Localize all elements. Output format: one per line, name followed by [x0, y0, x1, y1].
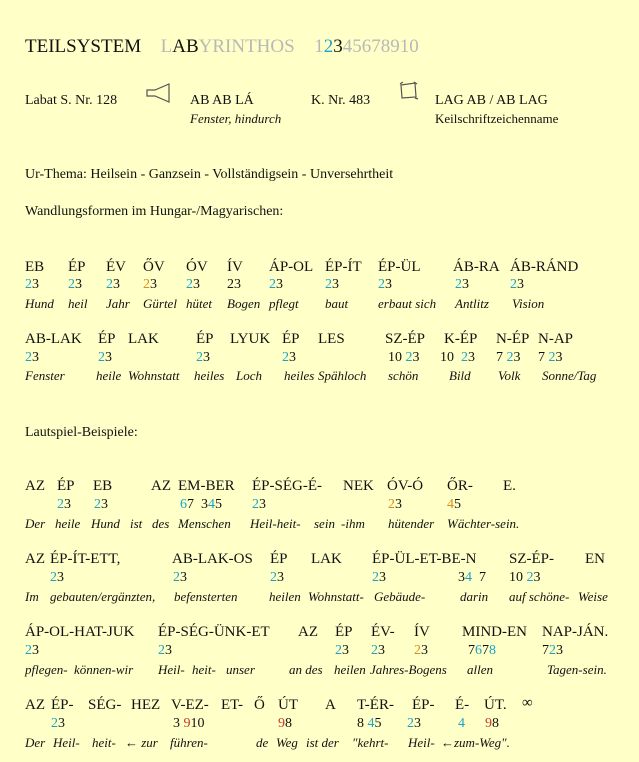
meaning: Vision	[512, 296, 545, 311]
word: NEK	[343, 478, 374, 494]
meaning: erbaut sich	[378, 296, 437, 311]
word: LAK	[128, 331, 159, 347]
word: SZ-ÉP	[385, 331, 426, 347]
word: V-EZ-	[171, 697, 209, 713]
meaning: Wächter-sein.	[447, 516, 520, 531]
meaning: Sonne/Tag	[542, 368, 597, 383]
word: ET-	[221, 697, 243, 713]
word: ÉP-ÜL-ET-BE-N	[372, 551, 477, 567]
word: SÉG-	[88, 697, 122, 713]
word: AZ	[25, 551, 45, 567]
meaning: hütender	[388, 516, 435, 531]
meaning: Der	[25, 516, 46, 531]
word: ÉP	[270, 551, 288, 567]
ur-theme: Ur-Thema: Heilsein - Ganzsein - Vollständigsein - Unversehrtheit	[25, 167, 394, 182]
word: LYUK	[230, 331, 271, 347]
word: EB	[25, 259, 45, 275]
word: E.	[503, 478, 516, 494]
meaning: unser	[226, 662, 255, 677]
meaning: Fenster	[25, 368, 65, 383]
word: ÚT	[278, 697, 298, 713]
meaning: heiles	[194, 368, 225, 383]
word: ÉP	[98, 331, 116, 347]
meaning: Hund	[25, 296, 54, 311]
word: ÉV-	[371, 624, 395, 640]
word: ÉP-SÉG-ÜNK-ET	[158, 624, 270, 640]
word: ÉP-	[51, 697, 74, 713]
word: ÉP-ÍT-ETT,	[50, 551, 121, 567]
meaning: Heil-	[53, 735, 80, 750]
meaning: Antlitz	[455, 296, 489, 311]
word: ÉP	[335, 624, 353, 640]
meaning: Der	[25, 735, 46, 750]
word: EB	[93, 478, 113, 494]
sign-meaning: Fenster, hindurch	[190, 111, 282, 126]
word: ÉP	[196, 331, 214, 347]
lautspiel-heading: Lautspiel-Beispiele:	[25, 425, 138, 440]
word: ÓV-Ó	[387, 478, 424, 494]
meaning: Heil-	[158, 662, 185, 677]
word: ÍV	[227, 259, 243, 275]
word: ÉP-	[412, 697, 435, 713]
word: ÉP-SÉG-É-	[252, 478, 322, 494]
meaning: befensterten	[174, 589, 238, 604]
word: ÉV	[106, 259, 126, 275]
meaning: Wohnstatt	[128, 368, 180, 383]
word: ŐV	[143, 259, 165, 275]
meaning: hütet	[186, 296, 212, 311]
meaning: Gebäude-	[374, 589, 426, 604]
word: É-	[455, 697, 470, 713]
meaning: Loch	[236, 368, 262, 383]
word: ÁB-RÁND	[510, 259, 579, 275]
word: AZ	[298, 624, 318, 640]
sign-name: LAG AB / AB LAG	[435, 93, 548, 108]
meaning: Weg	[276, 735, 298, 750]
meaning: de	[256, 735, 269, 750]
meaning: Heil-heit-	[250, 516, 301, 531]
meaning: ←zum-Weg".	[441, 735, 510, 750]
word: ÚT.	[484, 697, 507, 713]
meaning: Bogen	[227, 296, 261, 311]
page-title	[25, 36, 419, 58]
meaning: Im	[25, 589, 39, 604]
title-rest: YRINTHOS	[198, 36, 295, 57]
meaning: führen-	[170, 735, 208, 750]
title-nrest: 45678910	[342, 36, 419, 57]
meaning: -ihm	[341, 516, 365, 531]
meaning: heilen	[269, 589, 301, 604]
word: EN	[585, 551, 605, 567]
meaning: heile	[96, 368, 122, 383]
word: K-ÉP	[444, 331, 478, 347]
title-ab: AB	[172, 36, 199, 57]
meaning: pflegen-	[25, 662, 68, 677]
word: ÁP-OL	[269, 259, 314, 275]
word: A	[325, 697, 336, 713]
meaning: Hund	[91, 516, 120, 531]
meaning: allen	[467, 662, 493, 677]
title-l: L	[160, 36, 173, 57]
meaning: heilen	[334, 662, 366, 677]
word: ÉP	[282, 331, 300, 347]
meaning: baut	[325, 296, 349, 311]
word: ÉP-ÜL	[378, 259, 421, 275]
sign-transliteration: AB AB LÁ	[190, 93, 254, 108]
meaning: ist	[130, 516, 143, 531]
meaning: heile	[55, 516, 81, 531]
meaning: sein	[314, 516, 335, 531]
meaning: des	[152, 516, 170, 531]
meaning: pflegt	[269, 296, 299, 311]
meaning: heit-	[192, 662, 216, 677]
word: ÉP	[68, 259, 86, 275]
meaning: Weise	[578, 589, 608, 604]
infinity-symbol: ∞	[522, 695, 533, 711]
word: N-ÉP	[496, 331, 530, 347]
meaning: Menschen	[178, 516, 231, 531]
word: Ő	[254, 697, 265, 713]
word: ÁB-RA	[453, 259, 500, 275]
meaning: heil	[68, 296, 88, 311]
meaning: können-wir	[74, 662, 134, 677]
word: LAK	[311, 551, 342, 567]
meaning: auf schöne-	[509, 589, 570, 604]
title-n2: 2	[323, 36, 334, 57]
word: SZ-ÉP-	[509, 551, 554, 567]
meaning: Wohnstatt-	[308, 589, 364, 604]
word: LES	[318, 331, 345, 347]
word: ÁP-OL-HAT-JUK	[25, 624, 135, 640]
sign-name-label: Keilschriftzeichenname	[435, 111, 559, 126]
meaning: schön	[388, 368, 419, 383]
title-n3: 3	[333, 36, 343, 57]
word: N-AP	[538, 331, 574, 347]
word: AZ	[25, 478, 45, 494]
meaning: Gürtel	[143, 296, 177, 311]
meaning: darin	[460, 589, 489, 604]
meaning: Jahres-Bogens	[370, 662, 447, 677]
title-prefix: TEILSYSTEM	[25, 36, 142, 57]
meaning: Heil-	[408, 735, 435, 750]
meaning: heiles	[284, 368, 315, 383]
word: ÉP-ÍT	[325, 259, 362, 275]
wandlung-heading: Wandlungsformen im Hungar-/Magyarischen:	[25, 204, 284, 219]
labat-number: Labat S. Nr. 128	[25, 93, 118, 108]
word: T-ÉR-	[357, 697, 394, 713]
word: EM-BER	[178, 478, 235, 494]
meaning: gebauten/ergänzten,	[50, 589, 156, 604]
meaning: Bild	[449, 368, 471, 383]
meaning: Volk	[498, 368, 521, 383]
box-sign-icon	[398, 80, 420, 102]
meaning: Jahr	[106, 296, 130, 311]
meaning: ist der	[306, 735, 339, 750]
k-number: K. Nr. 483	[311, 93, 371, 108]
meaning: an des	[289, 662, 323, 677]
word: AZ	[151, 478, 171, 494]
word: ŐR-	[447, 478, 473, 494]
word: AB-LAK	[25, 331, 82, 347]
word: HEZ	[131, 697, 161, 713]
word: ÍV	[414, 624, 430, 640]
meaning: heit-	[92, 735, 116, 750]
word: ÉP	[57, 478, 75, 494]
meaning: "kehrt-	[352, 735, 389, 750]
word: NAP-JÁN.	[542, 624, 609, 640]
word: MIND-EN	[462, 624, 527, 640]
meaning: Tagen-sein.	[547, 662, 607, 677]
word: AB-LAK-OS	[172, 551, 253, 567]
wedge-sign-icon	[145, 82, 171, 104]
word: AZ	[25, 697, 45, 713]
title-n1: 1	[314, 36, 324, 57]
meaning: ← zur	[125, 735, 158, 750]
word: ÓV	[186, 259, 208, 275]
meaning: Spähloch	[318, 368, 367, 383]
